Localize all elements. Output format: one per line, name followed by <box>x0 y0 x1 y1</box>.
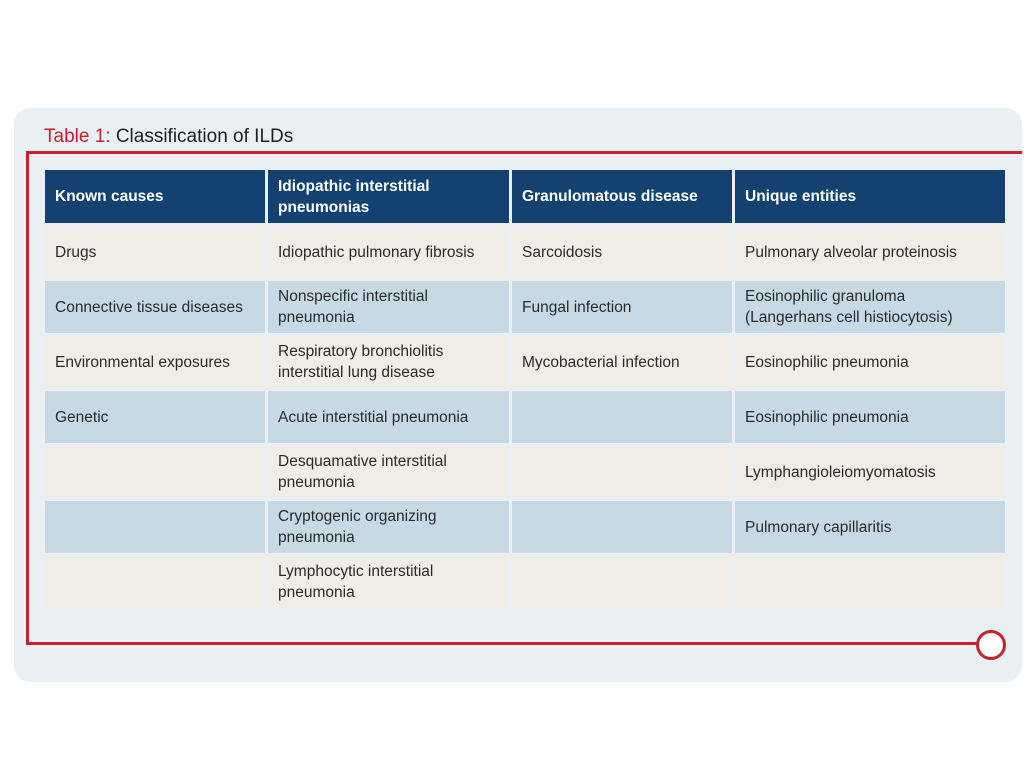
table-number-label: Table 1: <box>44 126 111 147</box>
table-row <box>45 391 1005 443</box>
table-cell: Desquamative interstitial pneumonia <box>268 446 509 498</box>
table-cell: Genetic <box>45 391 265 443</box>
table-row <box>45 336 1005 388</box>
table-cell <box>512 446 732 498</box>
table-cell: Respiratory bronchiolitis interstitial lung disease <box>268 336 509 388</box>
header-granulomatous-disease: Granulomatous disease <box>512 170 732 223</box>
table-cell: Mycobacterial infection <box>512 336 732 388</box>
table-cell: Environmental exposures <box>45 336 265 388</box>
table-cell: Fungal infection <box>512 281 732 333</box>
table-cell <box>512 556 732 608</box>
table-row <box>45 446 1005 498</box>
table-row <box>45 556 1005 608</box>
table-cell: Eosinophilic pneumonia <box>735 391 1005 443</box>
classification-table <box>42 167 1008 611</box>
table-cell: Sarcoidosis <box>512 226 732 278</box>
table-header-row <box>45 170 1005 223</box>
table-cell <box>735 556 1005 608</box>
table-cell <box>45 446 265 498</box>
red-rule-bottom <box>26 642 978 645</box>
table-cell: Nonspecific interstitial pneumonia <box>268 281 509 333</box>
table-cell <box>45 501 265 553</box>
table-row <box>45 281 1005 333</box>
table-cell: Eosinophilic granuloma (Langerhans cell histiocytosis) <box>735 281 1005 333</box>
table-cell: Pulmonary capillaritis <box>735 501 1005 553</box>
header-known-causes: Known causes <box>45 170 265 223</box>
table-row <box>45 226 1005 278</box>
header-unique-entities: Unique entities <box>735 170 1005 223</box>
table-cell: Pulmonary alveolar proteinosis <box>735 226 1005 278</box>
table-cell: Idiopathic pulmonary fibrosis <box>268 226 509 278</box>
red-rule-top <box>26 151 1022 154</box>
table-cell: Acute interstitial pneumonia <box>268 391 509 443</box>
table-cell <box>512 501 732 553</box>
table-row <box>45 501 1005 553</box>
table-cell: Lymphocytic interstitial pneumonia <box>268 556 509 608</box>
table-cell: Drugs <box>45 226 265 278</box>
rule-end-circle-icon <box>976 630 1006 660</box>
table-cell <box>45 556 265 608</box>
table-title-text: Classification of ILDs <box>115 126 294 147</box>
red-rule-left <box>26 151 29 645</box>
table-title <box>44 126 293 148</box>
table-cell: Connective tissue diseases <box>45 281 265 333</box>
table-cell: Eosinophilic pneumonia <box>735 336 1005 388</box>
table-cell: Lymphangioleiomyomatosis <box>735 446 1005 498</box>
table-cell: Cryptogenic organizing pneumonia <box>268 501 509 553</box>
header-idiopathic-interstitial-pneumonias: Idiopathic interstitial pneumonias <box>268 170 509 223</box>
table-cell <box>512 391 732 443</box>
